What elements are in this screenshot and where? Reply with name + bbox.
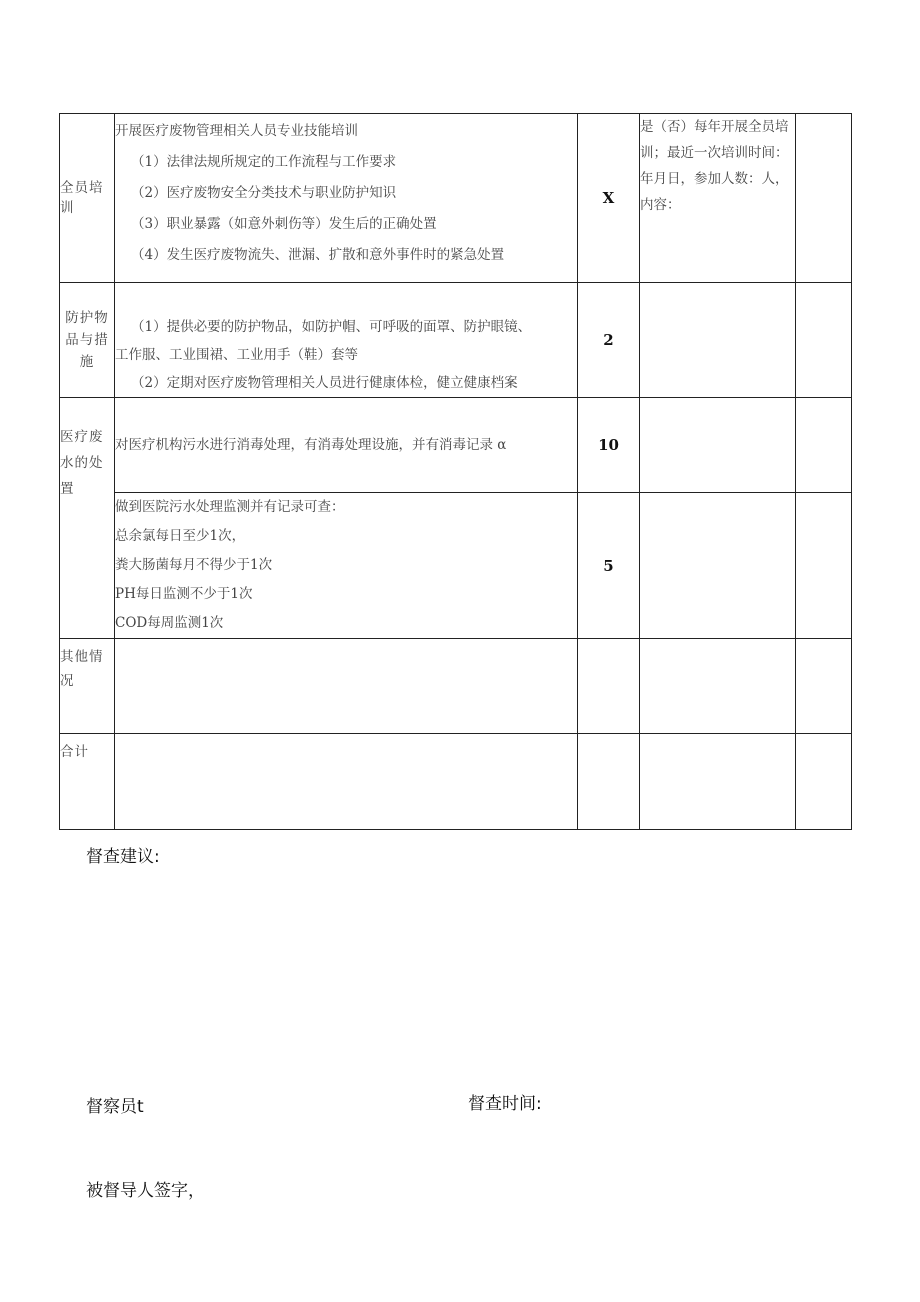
score-cell (578, 734, 640, 830)
content-line: 粪大肠菌每月不得少于1次 (115, 557, 273, 573)
content-line: COD每周监测1次 (115, 615, 224, 631)
notes-cell (640, 493, 796, 639)
content-cell (115, 114, 578, 283)
inspection-table (59, 113, 852, 830)
table-row (60, 283, 852, 398)
remark-cell (796, 114, 852, 283)
table-row (60, 114, 852, 283)
category-cell: 医疗废水的处置 (60, 398, 115, 639)
category-cell: 全员培训 (60, 114, 115, 283)
content-line: （1）提供必要的防护物品，如防护帽、可呼吸的面罩、防护眼镜、 (131, 319, 532, 335)
remark-cell (796, 639, 852, 734)
table-row (60, 398, 852, 493)
notes-cell (640, 398, 796, 493)
content-line: PH每日监测不少于1次 (115, 586, 253, 602)
notes-cell (640, 639, 796, 734)
content-line: （3）职业暴露（如意外刺伤等）发生后的正确处置 (131, 216, 437, 232)
table-row (60, 493, 852, 639)
score-cell (578, 639, 640, 734)
content-cell (115, 493, 578, 639)
content-cell (115, 639, 578, 734)
notes-cell (640, 283, 796, 398)
category-cell: 防护物品与措施 (60, 283, 115, 398)
score-cell: 10 (578, 398, 640, 493)
inspection-time-label: 督查时间: (468, 1094, 542, 1114)
remark-cell (796, 283, 852, 398)
remark-cell (796, 734, 852, 830)
inspector-label: 督察员t (86, 1097, 144, 1117)
content-line: 对医疗机构污水进行消毒处理，有消毒处理设施，并有消毒记录 α (115, 437, 507, 453)
score-cell: X (578, 114, 640, 283)
content-line: （1）法律法规所规定的工作流程与工作要求 (131, 154, 397, 170)
table-row (60, 639, 852, 734)
content-line: （2）定期对医疗废物管理相关人员进行健康体检，健立健康档案 (131, 375, 518, 391)
content-line: 做到医院污水处理监测并有记录可查： (115, 499, 345, 515)
notes-cell: 是（否）每年开展全员培训；最近一次培训时间：年月日，参加人数：人，内容： (640, 114, 796, 283)
suggestion-label: 督查建议: (86, 847, 160, 867)
content-line: 总余氯每日至少1次， (115, 528, 246, 544)
notes-cell (640, 734, 796, 830)
category-cell: 合计 (60, 734, 115, 830)
content-line: （2）医疗废物安全分类技术与职业防护知识 (131, 185, 397, 201)
remark-cell (796, 493, 852, 639)
table-row (60, 734, 852, 830)
content-line: 工作服、工业围裙、工业用手（鞋）套等 (115, 347, 358, 363)
content-line: （4）发生医疗废物流失、泄漏、扩散和意外事件时的紧急处置 (131, 247, 505, 263)
content-cell (115, 734, 578, 830)
content-line: 开展医疗废物管理相关人员专业技能培训 (115, 123, 358, 139)
category-cell: 其他情况 (60, 639, 115, 734)
signature-label: 被督导人签字， (86, 1181, 205, 1201)
score-cell: 2 (578, 283, 640, 398)
score-cell: 5 (578, 493, 640, 639)
content-cell (115, 283, 578, 398)
content-cell (115, 398, 578, 493)
remark-cell (796, 398, 852, 493)
